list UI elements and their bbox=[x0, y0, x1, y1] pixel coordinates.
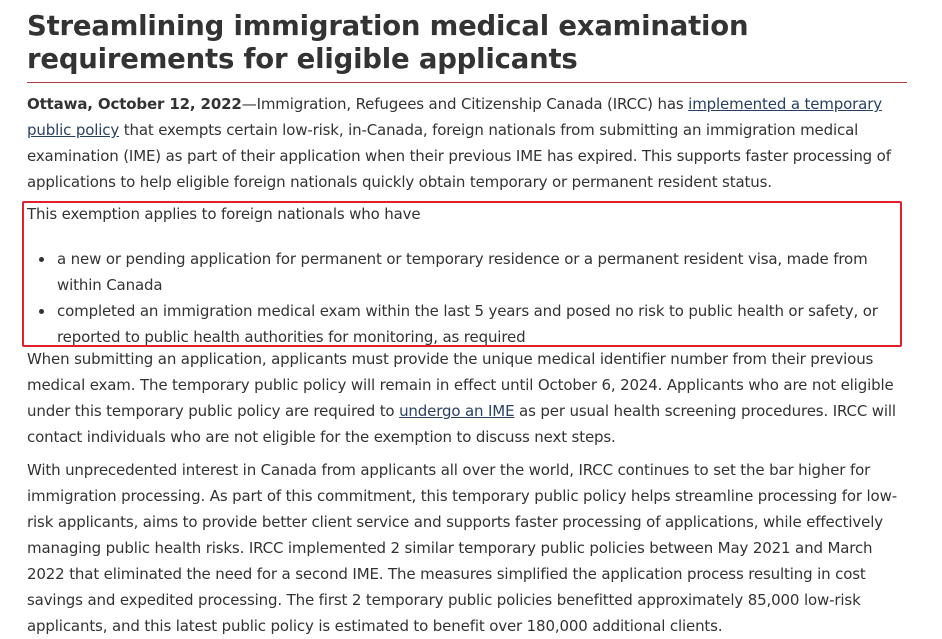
dateline: Ottawa, October 12, 2022 bbox=[27, 95, 242, 113]
lead-text-before-link: —Immigration, Refugees and Citizenship Canada (IRCC) has bbox=[241, 95, 689, 113]
lead-paragraph bbox=[27, 91, 907, 195]
title-underline bbox=[27, 82, 907, 83]
bullet-icon bbox=[39, 309, 44, 314]
temporary-public-policy-link[interactable]: implemented a temporary public policy bbox=[27, 95, 882, 139]
list-item-text: a new or pending application for permanent or temporary residence or a permanent resident visa, made from within Canada bbox=[57, 250, 868, 294]
background-paragraph: With unprecedented interest in Canada from applicants all over the world, IRCC continues to set the bar higher for immigration processing. As part of this commitment, this temporary public policy helps streamline processing for low-risk applicants, aims to provide better client service and supports faster processing of applications, while effectively managing public health risks. IRCC implemented 2 similar temporary public policies between May 2021 and March 2022 that eliminated the need for a second IME. The measures simplified the application process resulting in cost savings and expedited processing. The first 2 temporary public policies benefitted approximately 85,000 low-risk applicants, and this latest public policy is estimated to benefit over 180,000 additional clients. bbox=[27, 461, 897, 635]
undergo-ime-link[interactable]: undergo an IME bbox=[399, 402, 515, 420]
exemption-list bbox=[27, 246, 907, 350]
news-article bbox=[27, 10, 913, 635]
para2-text-before-link: When submitting an application, applicants must provide the unique medical identifier number from their previous medical exam. The temporary public policy will remain in effect until October 6, 2024. Applicants who are not eligible under this temporary public policy are required to bbox=[27, 350, 894, 420]
exemption-intro: This exemption applies to foreign nationals who have bbox=[27, 205, 421, 223]
list-item bbox=[27, 246, 907, 298]
bullet-icon bbox=[39, 257, 44, 262]
list-item-text: completed an immigration medical exam within the last 5 years and posed no risk to public health or safety, or reported to public health authorities for monitoring, as required bbox=[57, 302, 878, 346]
lead-text-after-link: that exempts certain low-risk, in-Canada, foreign nationals from submitting an immigration medical examination (IME) as part of their application when their previous IME has expired. This supports faster processing of applications to help eligible foreign nationals quickly obtain temporary or permanent resident status. bbox=[27, 121, 891, 191]
submission-paragraph bbox=[27, 346, 907, 450]
para2-text-after-link: as per usual health screening procedures. IRCC will contact individuals who are not eligible for the exemption to discuss next steps. bbox=[27, 402, 896, 446]
page-title: Streamlining immigration medical examination requirements for eligible applicants bbox=[27, 10, 749, 75]
list-item bbox=[27, 298, 907, 350]
